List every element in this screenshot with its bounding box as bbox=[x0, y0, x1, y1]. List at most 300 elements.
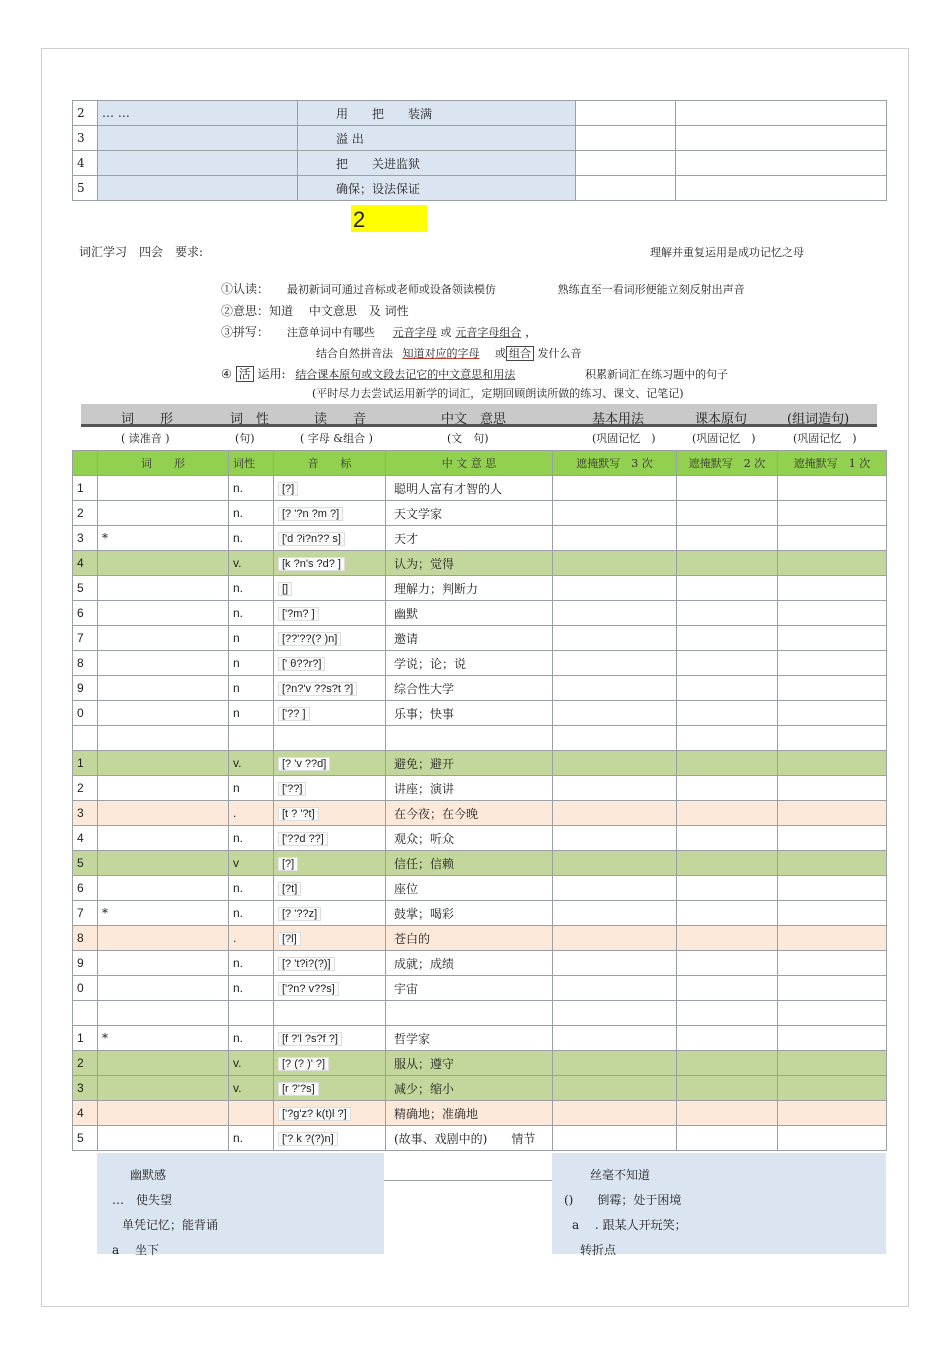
pos-cell: n. bbox=[229, 1126, 274, 1151]
dictation-cell[interactable] bbox=[553, 1101, 677, 1126]
dictation-cell[interactable] bbox=[553, 1001, 677, 1026]
bottom-phrase: 单凭记忆；能背诵 bbox=[122, 1218, 219, 1232]
meaning-cell: 减少；缩小 bbox=[386, 1076, 553, 1101]
phonetic-cell bbox=[274, 876, 386, 901]
table-row bbox=[73, 1026, 887, 1051]
table-row bbox=[73, 626, 887, 651]
phonetic-text: ['d ?i?n?? s] bbox=[278, 532, 345, 546]
phonetic-text: [? (? )' ?] bbox=[278, 1057, 329, 1071]
dictation-cell[interactable] bbox=[778, 501, 887, 526]
table-row bbox=[73, 951, 887, 976]
table-row bbox=[73, 551, 887, 576]
row-number: 5 bbox=[73, 576, 98, 601]
dictation-cell[interactable] bbox=[553, 801, 677, 826]
table-row bbox=[73, 901, 887, 926]
dictation-cell[interactable] bbox=[778, 851, 887, 876]
dictation-cell[interactable] bbox=[778, 1051, 887, 1076]
row-number: 3 bbox=[73, 801, 98, 826]
dictation-cell[interactable] bbox=[553, 1026, 677, 1051]
header-label: 词 性 bbox=[230, 412, 270, 427]
table-row bbox=[73, 1051, 887, 1076]
phonetic-cell bbox=[274, 551, 386, 576]
row-number: 2 bbox=[73, 101, 98, 126]
dictation-cell[interactable] bbox=[677, 776, 778, 801]
meaning-cell: 讲座；演讲 bbox=[386, 776, 553, 801]
phonetic-cell bbox=[274, 726, 386, 751]
row-number: 9 bbox=[73, 951, 98, 976]
dictation-cell[interactable] bbox=[778, 576, 887, 601]
dictation-cell[interactable] bbox=[677, 476, 778, 501]
pos-cell: . bbox=[229, 801, 274, 826]
row-number: 8 bbox=[73, 926, 98, 951]
dictation-cell[interactable] bbox=[778, 526, 887, 551]
table-row bbox=[73, 501, 887, 526]
pos-cell: n bbox=[229, 676, 274, 701]
pos-cell bbox=[229, 1101, 274, 1126]
word-cell bbox=[98, 976, 229, 1001]
phonetic-text: ['?g'z? k(t)l ?] bbox=[278, 1107, 351, 1121]
dictation-cell[interactable] bbox=[677, 551, 778, 576]
dictation-cell[interactable] bbox=[778, 726, 887, 751]
phonetic-cell bbox=[274, 801, 386, 826]
column-header: 遮掩默写 1 次 bbox=[778, 451, 887, 476]
header-label: (组词造句) bbox=[787, 412, 850, 427]
dictation-cell[interactable] bbox=[778, 676, 887, 701]
pos-cell bbox=[229, 726, 274, 751]
phonetic-cell bbox=[274, 1001, 386, 1026]
meaning-cell: 观众；听众 bbox=[386, 826, 553, 851]
dictation-cell[interactable] bbox=[677, 801, 778, 826]
blank-cell bbox=[676, 176, 887, 201]
table-row bbox=[73, 601, 887, 626]
meaning-cell: 苍白的 bbox=[386, 926, 553, 951]
dictation-cell[interactable] bbox=[677, 826, 778, 851]
phonetic-cell bbox=[274, 1076, 386, 1101]
word-cell bbox=[98, 726, 229, 751]
table-row bbox=[73, 1101, 887, 1126]
word-cell bbox=[98, 126, 298, 151]
table-row bbox=[73, 526, 887, 551]
dictation-cell[interactable] bbox=[677, 526, 778, 551]
header-label: 课本原句 bbox=[695, 412, 748, 427]
table-row bbox=[73, 976, 887, 1001]
blank-cell bbox=[576, 176, 676, 201]
row-number: 3 bbox=[73, 1076, 98, 1101]
row-number: 8 bbox=[73, 651, 98, 676]
dictation-cell[interactable] bbox=[778, 901, 887, 926]
pos-cell: n. bbox=[229, 601, 274, 626]
dictation-cell[interactable] bbox=[677, 1001, 778, 1026]
dictation-cell[interactable] bbox=[553, 676, 677, 701]
table-row bbox=[73, 1001, 887, 1026]
phonetic-text: [?t] bbox=[278, 882, 301, 896]
dictation-cell[interactable] bbox=[553, 626, 677, 651]
dictation-cell[interactable] bbox=[778, 1126, 887, 1151]
table-row bbox=[73, 751, 887, 776]
pos-cell: n. bbox=[229, 826, 274, 851]
row-number: 5 bbox=[73, 176, 98, 201]
dictation-cell[interactable] bbox=[553, 926, 677, 951]
row-number: 4 bbox=[73, 826, 98, 851]
header-sublabel: ( 字母 &组合 ) bbox=[300, 432, 373, 445]
top-table-row bbox=[73, 126, 887, 151]
bottom-phrase: () 倒霉；处于困境 bbox=[564, 1193, 682, 1207]
req-line-3: ③拼写： 注意单词中有哪些 元音字母 或 元音字母组合 ， bbox=[221, 325, 538, 339]
word-cell: * bbox=[98, 1026, 229, 1051]
req-line-5: ④ 活 运用: 结合课本原句或文段去记它的中文意思和用法 积累新词汇在练习题中的句子 bbox=[221, 367, 729, 381]
pos-cell: v. bbox=[229, 551, 274, 576]
phonetic-text: ['?n? v??s] bbox=[278, 982, 339, 996]
pos-cell: n. bbox=[229, 876, 274, 901]
word-cell bbox=[98, 551, 229, 576]
phonetic-cell bbox=[274, 776, 386, 801]
dictation-cell[interactable] bbox=[778, 651, 887, 676]
phonetic-text: [?] bbox=[278, 857, 298, 871]
column-header: 遮掩默写 3 次 bbox=[553, 451, 677, 476]
phonetic-cell bbox=[274, 526, 386, 551]
dictation-cell[interactable] bbox=[778, 776, 887, 801]
dictation-cell[interactable] bbox=[677, 901, 778, 926]
header-label: 中文 意思 bbox=[441, 412, 507, 427]
table-row bbox=[73, 676, 887, 701]
dictation-cell[interactable] bbox=[778, 826, 887, 851]
word-cell bbox=[98, 701, 229, 726]
row-number: 6 bbox=[73, 601, 98, 626]
meaning-cell: 认为；觉得 bbox=[386, 551, 553, 576]
meaning-cell: 哲学家 bbox=[386, 1026, 553, 1051]
dictation-cell[interactable] bbox=[553, 776, 677, 801]
meaning-cell: 理解力；判断力 bbox=[386, 576, 553, 601]
dictation-cell[interactable] bbox=[553, 751, 677, 776]
word-cell bbox=[98, 801, 229, 826]
dictation-cell[interactable] bbox=[553, 701, 677, 726]
dictation-cell[interactable] bbox=[677, 676, 778, 701]
word-cell bbox=[98, 1126, 229, 1151]
phonetic-text: [?n?'v ??s?t ?] bbox=[278, 682, 357, 696]
dictation-cell[interactable] bbox=[778, 1076, 887, 1101]
meaning-cell: 成就；成绩 bbox=[386, 951, 553, 976]
phonetic-cell bbox=[274, 751, 386, 776]
word-cell bbox=[98, 676, 229, 701]
phonetic-text: ['??d ??] bbox=[278, 832, 328, 846]
meaning-cell: 避免；避开 bbox=[386, 751, 553, 776]
word-cell bbox=[98, 151, 298, 176]
dictation-cell[interactable] bbox=[553, 951, 677, 976]
bottom-phrase: 幽默感 bbox=[130, 1168, 167, 1182]
column-header: 音 标 bbox=[274, 451, 386, 476]
pos-cell: n. bbox=[229, 476, 274, 501]
bottom-phrase: … 使失望 bbox=[112, 1193, 173, 1207]
meaning-cell bbox=[386, 1001, 553, 1026]
dictation-cell[interactable] bbox=[553, 726, 677, 751]
bottom-phrase: a . 跟某人开玩笑； bbox=[572, 1218, 687, 1232]
column-header: 遮掩默写 2 次 bbox=[677, 451, 778, 476]
meaning-cell: 天才 bbox=[386, 526, 553, 551]
word-cell: * bbox=[98, 901, 229, 926]
pos-cell: n bbox=[229, 651, 274, 676]
dictation-cell[interactable] bbox=[553, 876, 677, 901]
phonetic-cell bbox=[274, 926, 386, 951]
pos-cell: n. bbox=[229, 976, 274, 1001]
top-table-row bbox=[73, 151, 887, 176]
yellow-number-box: 2 bbox=[351, 205, 427, 232]
phonetic-cell bbox=[274, 701, 386, 726]
dictation-cell[interactable] bbox=[778, 1101, 887, 1126]
header-label: 词 形 bbox=[121, 412, 174, 427]
meaning-cell: 乐事；快事 bbox=[386, 701, 553, 726]
dictation-cell[interactable] bbox=[553, 826, 677, 851]
row-number: 2 bbox=[73, 1051, 98, 1076]
header-sublabel: ( 读准音 ) bbox=[121, 432, 170, 445]
dictation-cell[interactable] bbox=[677, 976, 778, 1001]
dictation-cell[interactable] bbox=[553, 976, 677, 1001]
dictation-cell[interactable] bbox=[778, 551, 887, 576]
word-cell bbox=[98, 476, 229, 501]
pos-cell: n. bbox=[229, 526, 274, 551]
pos-cell: v. bbox=[229, 1076, 274, 1101]
dictation-cell[interactable] bbox=[778, 801, 887, 826]
row-number: 7 bbox=[73, 626, 98, 651]
phonetic-text: [? '??z] bbox=[278, 907, 321, 921]
table-row bbox=[73, 1076, 887, 1101]
header-label: 基本用法 bbox=[592, 412, 645, 427]
phonetic-text: ['?m? ] bbox=[278, 607, 319, 621]
dictation-cell[interactable] bbox=[677, 701, 778, 726]
dictation-cell[interactable] bbox=[553, 851, 677, 876]
dictation-cell[interactable] bbox=[553, 601, 677, 626]
req-line-6: (平时尽力去尝试运用新学的词汇，定期回顾朗读所做的练习、课文、记笔记) bbox=[312, 387, 684, 400]
dictation-cell[interactable] bbox=[677, 601, 778, 626]
word-cell bbox=[98, 826, 229, 851]
word-cell bbox=[98, 601, 229, 626]
phonetic-cell bbox=[274, 951, 386, 976]
req-title: 词汇学习 四会 要求: bbox=[79, 245, 204, 259]
pos-cell bbox=[229, 1001, 274, 1026]
phonetic-text: [f ?'l ?s?f ?] bbox=[278, 1032, 342, 1046]
dictation-cell[interactable] bbox=[677, 1126, 778, 1151]
row-number: 3 bbox=[73, 126, 98, 151]
req-line-2: ②意思：知道 中文意思 及 词性 bbox=[221, 304, 409, 318]
row-number: 4 bbox=[73, 551, 98, 576]
word-cell bbox=[98, 776, 229, 801]
column-header: 词性 bbox=[229, 451, 274, 476]
dictation-cell[interactable] bbox=[677, 501, 778, 526]
dictation-cell[interactable] bbox=[553, 1051, 677, 1076]
phonetic-text: ['??] bbox=[278, 782, 306, 796]
table-row bbox=[73, 701, 887, 726]
meaning-cell: 确保；设法保证 bbox=[298, 176, 576, 201]
meaning-cell: 用 把 装满 bbox=[298, 101, 576, 126]
pos-cell: v. bbox=[229, 751, 274, 776]
table-row bbox=[73, 651, 887, 676]
column-header: 中 文 意 思 bbox=[386, 451, 553, 476]
row-number: 1 bbox=[73, 751, 98, 776]
dictation-cell[interactable] bbox=[677, 1026, 778, 1051]
phonetic-cell bbox=[274, 851, 386, 876]
dictation-cell[interactable] bbox=[553, 901, 677, 926]
blank-cell bbox=[576, 126, 676, 151]
meaning-cell: 精确地；准确地 bbox=[386, 1101, 553, 1126]
dictation-cell[interactable] bbox=[553, 1076, 677, 1101]
dictation-cell[interactable] bbox=[677, 651, 778, 676]
dictation-cell[interactable] bbox=[778, 926, 887, 951]
pos-cell: n. bbox=[229, 1026, 274, 1051]
bottom-phrase: 丝毫不知道 bbox=[590, 1168, 651, 1182]
phonetic-cell bbox=[274, 626, 386, 651]
dictation-cell[interactable] bbox=[778, 951, 887, 976]
dictation-cell[interactable] bbox=[677, 876, 778, 901]
pos-cell: n. bbox=[229, 901, 274, 926]
phonetic-cell bbox=[274, 826, 386, 851]
word-cell: … … bbox=[98, 101, 298, 126]
header-label: 读 音 bbox=[314, 412, 367, 427]
table-row bbox=[73, 876, 887, 901]
phonetic-cell bbox=[274, 1051, 386, 1076]
meaning-cell: 把 关进监狱 bbox=[298, 151, 576, 176]
phonetic-text: [] bbox=[278, 582, 292, 596]
blank-cell bbox=[576, 101, 676, 126]
dictation-cell[interactable] bbox=[677, 1051, 778, 1076]
meaning-cell: 聪明人富有才智的人 bbox=[386, 476, 553, 501]
table-row bbox=[73, 576, 887, 601]
header-sublabel: (句) bbox=[235, 432, 255, 445]
top-vocab-table bbox=[72, 100, 887, 201]
row-number: 3 bbox=[73, 526, 98, 551]
pos-cell: . bbox=[229, 926, 274, 951]
table-row bbox=[73, 776, 887, 801]
dictation-cell[interactable] bbox=[778, 476, 887, 501]
word-cell bbox=[98, 651, 229, 676]
phonetic-text: [? 'v ??d] bbox=[278, 757, 330, 771]
main-vocab-table bbox=[72, 450, 887, 1151]
meaning-cell: 溢 出 bbox=[298, 126, 576, 151]
table-row bbox=[73, 851, 887, 876]
bottom-mid-panel bbox=[384, 1180, 552, 1255]
dictation-cell[interactable] bbox=[677, 926, 778, 951]
row-number: 5 bbox=[73, 851, 98, 876]
word-cell bbox=[98, 1076, 229, 1101]
word-cell bbox=[98, 1051, 229, 1076]
phonetic-text: ['? k ?(?)n] bbox=[278, 1132, 338, 1146]
dictation-cell[interactable] bbox=[553, 476, 677, 501]
phonetic-cell bbox=[274, 1026, 386, 1051]
dictation-cell[interactable] bbox=[553, 651, 677, 676]
dictation-cell[interactable] bbox=[677, 1101, 778, 1126]
meaning-cell: 综合性大学 bbox=[386, 676, 553, 701]
dictation-cell[interactable] bbox=[677, 951, 778, 976]
row-number: 5 bbox=[73, 1126, 98, 1151]
table-row bbox=[73, 801, 887, 826]
phonetic-cell bbox=[274, 651, 386, 676]
top-table-row bbox=[73, 101, 887, 126]
meaning-cell: 天文学家 bbox=[386, 501, 553, 526]
word-cell bbox=[98, 926, 229, 951]
dictation-cell[interactable] bbox=[778, 1026, 887, 1051]
meaning-cell: 信任；信赖 bbox=[386, 851, 553, 876]
row-number: 1 bbox=[73, 1026, 98, 1051]
bottom-phrase: 转折点 bbox=[580, 1243, 617, 1257]
pos-cell: n bbox=[229, 701, 274, 726]
dictation-cell[interactable] bbox=[677, 851, 778, 876]
dictation-cell[interactable] bbox=[778, 976, 887, 1001]
header-sublabel: (巩固记忆 ) bbox=[793, 432, 857, 445]
table-row bbox=[73, 726, 887, 751]
meaning-cell bbox=[386, 726, 553, 751]
row-number bbox=[73, 1001, 98, 1026]
phonetic-text: [??'??(? )n] bbox=[278, 632, 341, 646]
dictation-cell[interactable] bbox=[677, 576, 778, 601]
dictation-cell[interactable] bbox=[677, 751, 778, 776]
dictation-cell[interactable] bbox=[677, 1076, 778, 1101]
dictation-cell[interactable] bbox=[778, 626, 887, 651]
blank-cell bbox=[576, 151, 676, 176]
req-line-1: ①认读： 最初新词可通过音标或老师或设备领读模仿 熟练直至一看词形便能立刻反射出声音 bbox=[221, 282, 745, 296]
meaning-cell: 幽默 bbox=[386, 601, 553, 626]
row-number: 0 bbox=[73, 701, 98, 726]
phonetic-text: [' θ??r?] bbox=[278, 657, 325, 671]
dictation-cell[interactable] bbox=[553, 501, 677, 526]
table-row bbox=[73, 1126, 887, 1151]
req-right-note: 理解并重复运用是成功记忆之母 bbox=[650, 246, 804, 259]
dictation-cell[interactable] bbox=[553, 1126, 677, 1151]
meaning-cell: (故事、戏剧中的) 情节 bbox=[386, 1126, 553, 1151]
dictation-cell[interactable] bbox=[553, 551, 677, 576]
word-cell bbox=[98, 501, 229, 526]
dictation-cell[interactable] bbox=[677, 726, 778, 751]
meaning-cell: 邀请 bbox=[386, 626, 553, 651]
dictation-cell[interactable] bbox=[778, 701, 887, 726]
phonetic-cell bbox=[274, 1101, 386, 1126]
row-number: 9 bbox=[73, 676, 98, 701]
phonetic-text: [? 't?i?(?)] bbox=[278, 957, 335, 971]
pos-cell: n. bbox=[229, 951, 274, 976]
dictation-cell[interactable] bbox=[778, 1001, 887, 1026]
phonetic-text: [t ? '?t] bbox=[278, 807, 319, 821]
table-row bbox=[73, 476, 887, 501]
dictation-cell[interactable] bbox=[778, 876, 887, 901]
dictation-cell[interactable] bbox=[553, 526, 677, 551]
row-number: 2 bbox=[73, 776, 98, 801]
blank-cell bbox=[676, 101, 887, 126]
pos-cell: n. bbox=[229, 576, 274, 601]
dictation-cell[interactable] bbox=[553, 576, 677, 601]
dictation-cell[interactable] bbox=[778, 751, 887, 776]
phonetic-cell bbox=[274, 476, 386, 501]
req-line-4: 结合自然拼音法 知道对应的字母 或 组合 发什么音 bbox=[316, 347, 582, 360]
row-number: 1 bbox=[73, 476, 98, 501]
word-cell bbox=[98, 876, 229, 901]
word-cell bbox=[98, 851, 229, 876]
dictation-cell[interactable] bbox=[677, 626, 778, 651]
phonetic-cell bbox=[274, 576, 386, 601]
bottom-phrase: a 坐下 bbox=[112, 1243, 159, 1257]
phonetic-text: [k ?n's ?d? ] bbox=[278, 557, 345, 571]
meaning-cell: 服从；遵守 bbox=[386, 1051, 553, 1076]
phonetic-text: [? '?n ?m ?] bbox=[278, 507, 343, 521]
phonetic-cell bbox=[274, 901, 386, 926]
word-cell bbox=[98, 951, 229, 976]
phonetic-cell bbox=[274, 976, 386, 1001]
row-number bbox=[73, 726, 98, 751]
row-number: 4 bbox=[73, 1101, 98, 1126]
row-number: 2 bbox=[73, 501, 98, 526]
head-blank bbox=[73, 451, 98, 476]
row-number: 6 bbox=[73, 876, 98, 901]
phonetic-text: [?l] bbox=[278, 932, 301, 946]
phonetic-cell bbox=[274, 501, 386, 526]
dictation-cell[interactable] bbox=[778, 601, 887, 626]
table-row bbox=[73, 926, 887, 951]
